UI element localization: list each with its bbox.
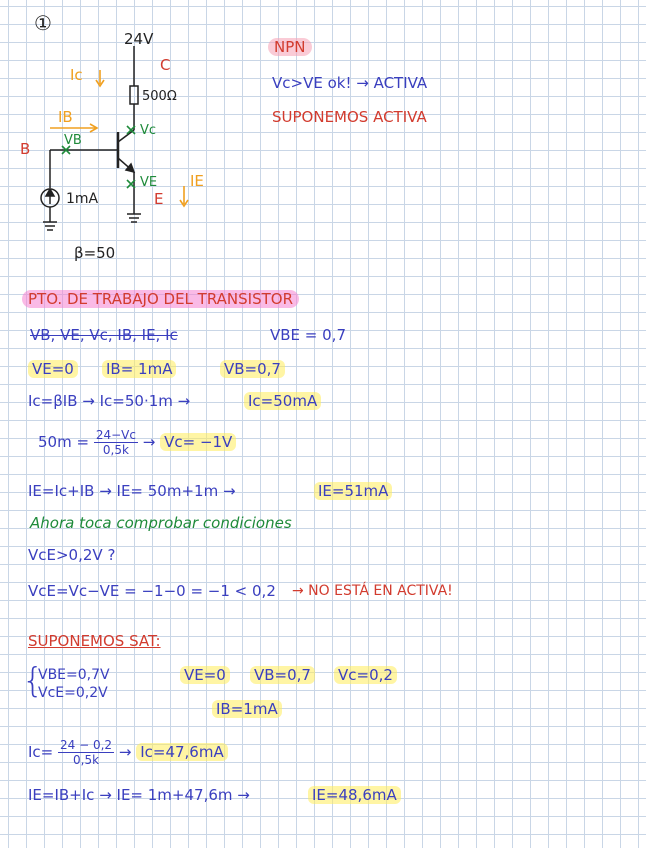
assume-active-note: SUPONEMOS ACTIVA — [272, 108, 427, 126]
sat-vc: Vc=0,2 — [334, 666, 397, 684]
sat-ib: IB=1mA — [212, 700, 282, 718]
vc-node-label: Vc — [140, 123, 157, 138]
ve-node-label: VE — [140, 175, 158, 190]
active-condition-note: Vc>VE ok! → ACTIVA — [272, 74, 428, 92]
sat-vce: VcE=0,2V — [38, 685, 108, 701]
base-label: B — [20, 140, 31, 158]
section-title-operating-point: PTO. DE TRABAJO DEL TRANSISTOR — [22, 290, 299, 308]
npn-label: NPN — [268, 38, 312, 56]
vc-arrow: → — [142, 433, 161, 451]
ie-equation: IE=Ic+IB → IE= 50m+1m → — [28, 482, 236, 500]
ic-result: Ic=50mA — [244, 392, 321, 410]
vc-result: Vc= −1V — [160, 433, 236, 451]
resistor-symbol — [130, 86, 138, 104]
sat-ic-result: Ic=47,6mA — [136, 743, 228, 761]
ie-arrow-label: IE — [190, 172, 204, 190]
sat-ic-lhs: Ic= — [28, 743, 54, 761]
vce-equation: VcE=Vc−VE = −1−0 = −1 < 0,2 — [28, 582, 276, 600]
beta-label: β=50 — [74, 244, 116, 262]
ie-result: IE=51mA — [314, 482, 392, 500]
vc-equation-lhs: 50m = — [38, 433, 90, 451]
ib-value: IB= 1mA — [102, 360, 176, 378]
current-source-label: 1mA — [66, 191, 99, 207]
section-title-saturation: SUPONEMOS SAT: — [28, 632, 161, 650]
sat-ie-result: IE=48,6mA — [308, 786, 401, 804]
vc-equation — [38, 428, 236, 457]
problem-number: ① — [34, 11, 52, 35]
ic-arrow-label: Ic — [70, 66, 83, 84]
sat-ve: VE=0 — [180, 666, 230, 684]
check-conditions-note: Ahora toca comprobar condiciones — [30, 514, 292, 532]
vc-fraction — [94, 428, 138, 457]
vc-fraction-denominator: 0,5k — [102, 443, 129, 457]
sat-vbe: VBE=0,7V — [38, 667, 110, 683]
sat-ic-denominator: 0,5k — [73, 753, 100, 767]
resistor-label: 500Ω — [142, 89, 177, 104]
sat-ic-numerator: 24 − 0,2 — [60, 738, 113, 752]
sat-ic-arrow: → — [118, 743, 137, 761]
ib-arrow-label: IB — [58, 108, 73, 126]
sat-ie-equation: IE=IB+Ic → IE= 1m+47,6m → — [28, 786, 250, 804]
vc-fraction-numerator: 24−Vc — [95, 428, 136, 442]
supply-label: 24V — [124, 30, 154, 48]
sat-ic-equation — [28, 738, 228, 767]
vb-node-label: VB — [64, 133, 82, 148]
emitter-label: E — [154, 190, 164, 208]
sat-vb: VB=0,7 — [250, 666, 315, 684]
ic-equation: Ic=βIB → Ic=50·1m → — [28, 392, 191, 410]
unknowns-list: VB, VE, Vc, IB, IE, Ic — [30, 326, 178, 344]
conditions-brace: { — [22, 661, 44, 701]
vbe-value: VBE = 0,7 — [270, 326, 346, 344]
not-active-conclusion: → NO ESTÁ EN ACTIVA! — [292, 583, 453, 599]
collector-label: C — [160, 56, 171, 74]
vb-value: VB=0,7 — [220, 360, 285, 378]
vce-question: VcE>0,2V ? — [28, 546, 116, 564]
ve-value: VE=0 — [28, 360, 78, 378]
sat-ic-fraction — [58, 738, 114, 767]
